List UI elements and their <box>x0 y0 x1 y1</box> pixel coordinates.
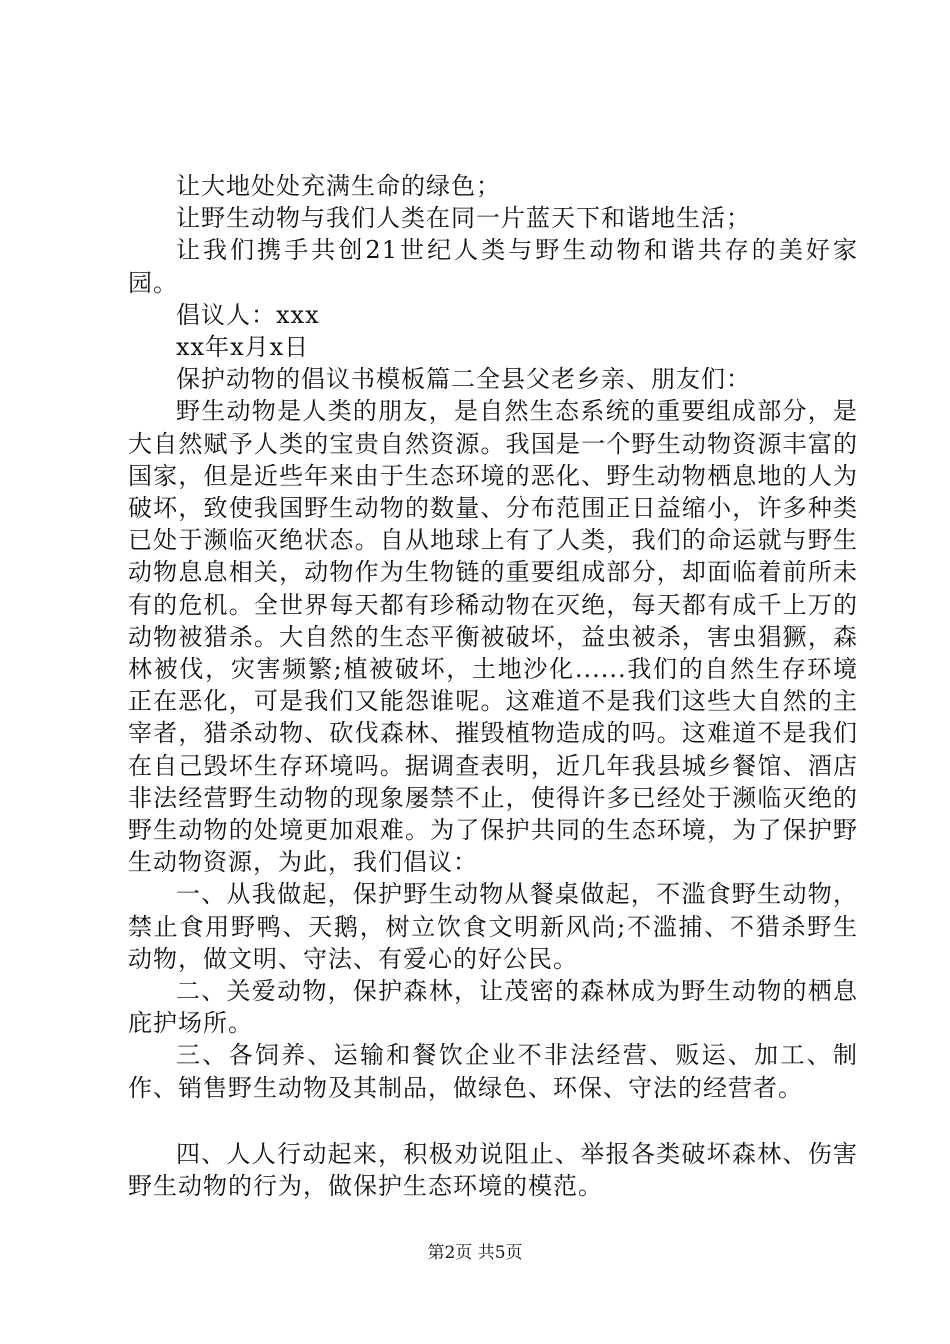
paragraph-shared-home: 让我们携手共创21世纪人类与野生动物和谐共存的美好家园。 <box>128 236 858 297</box>
paragraph-main-appeal: 野生动物是人类的朋友，是自然生态系统的重要组成部分，是大自然赋予人类的宝贵自然资源。我国是一个野生动物资源丰富的国家，但是近些年来由于生态环境的恶化、野生动物栖息地的人为破坏，致使我国野生动物的数量、分布范围正日益缩小，许多种类已处于濒临灭绝状态。自从地球上有了人类，我们的命运就与野生动物息息相关，动物作为生物链的重要组成部分，却面临着前所未有的危机。全世界每天都有珍稀动物在灭绝，每天都有成千上万的动物被猎杀。大自然的生态平衡被破坏，益虫被杀，害虫猖獗，森林被伐，灾害频繁;植被破坏，土地沙化......我们的自然生存环境正在恶化，可是我们又能怨谁呢。这难道不是我们这些大自然的主宰者，猎杀动物、砍伐森林、摧毁植物造成的吗。这难道不是我们在自己毁坏生存环境吗。据调查表明，近几年我县城乡餐馆、酒店非法经营野生动物的现象屡禁不止，使得许多已经处于濒临灭绝的野生动物的处境更加艰难。为了保护共同的生态环境，为了保护野生动物资源，为此，我们倡议： <box>128 397 858 877</box>
paragraph-harmony-sky: 让野生动物与我们人类在同一片蓝天下和谐地生活； <box>176 204 751 233</box>
document-body <box>128 170 858 1202</box>
proposal-item-2: 二、关爱动物，保护森林，让茂密的森林成为野生动物的栖息庇护场所。 <box>128 977 858 1038</box>
paragraph-green-earth: 让大地处处充满生命的绿色； <box>176 172 501 200</box>
date-line: xx年x月x日 <box>176 333 310 362</box>
paragraph-spacer <box>128 1104 858 1138</box>
proposal-item-1: 一、从我做起，保护野生动物从餐桌做起，不滥食野生动物，禁止食用野鸭、天鹅，树立饮食文明新风尚;不滥捕、不猎杀野生动物，做文明、守法、有爱心的好公民。 <box>128 880 858 973</box>
proposal-item-4: 四、人人行动起来，积极劝说阻止、举报各类破坏森林、伤害野生动物的行为，做保护生态环境的模范。 <box>128 1139 858 1201</box>
template-two-heading: 保护动物的倡议书模板篇二全县父老乡亲、朋友们： <box>176 365 751 394</box>
initiator-line: 倡议人：xxx <box>176 300 320 329</box>
proposal-item-3: 三、各饲养、运输和餐饮企业不非法经营、贩运、加工、制作、销售野生动物及其制品，做绿色、环保、守法的经营者。 <box>128 1041 858 1102</box>
page-number-footer: 第2页 共5页 <box>427 1243 523 1263</box>
